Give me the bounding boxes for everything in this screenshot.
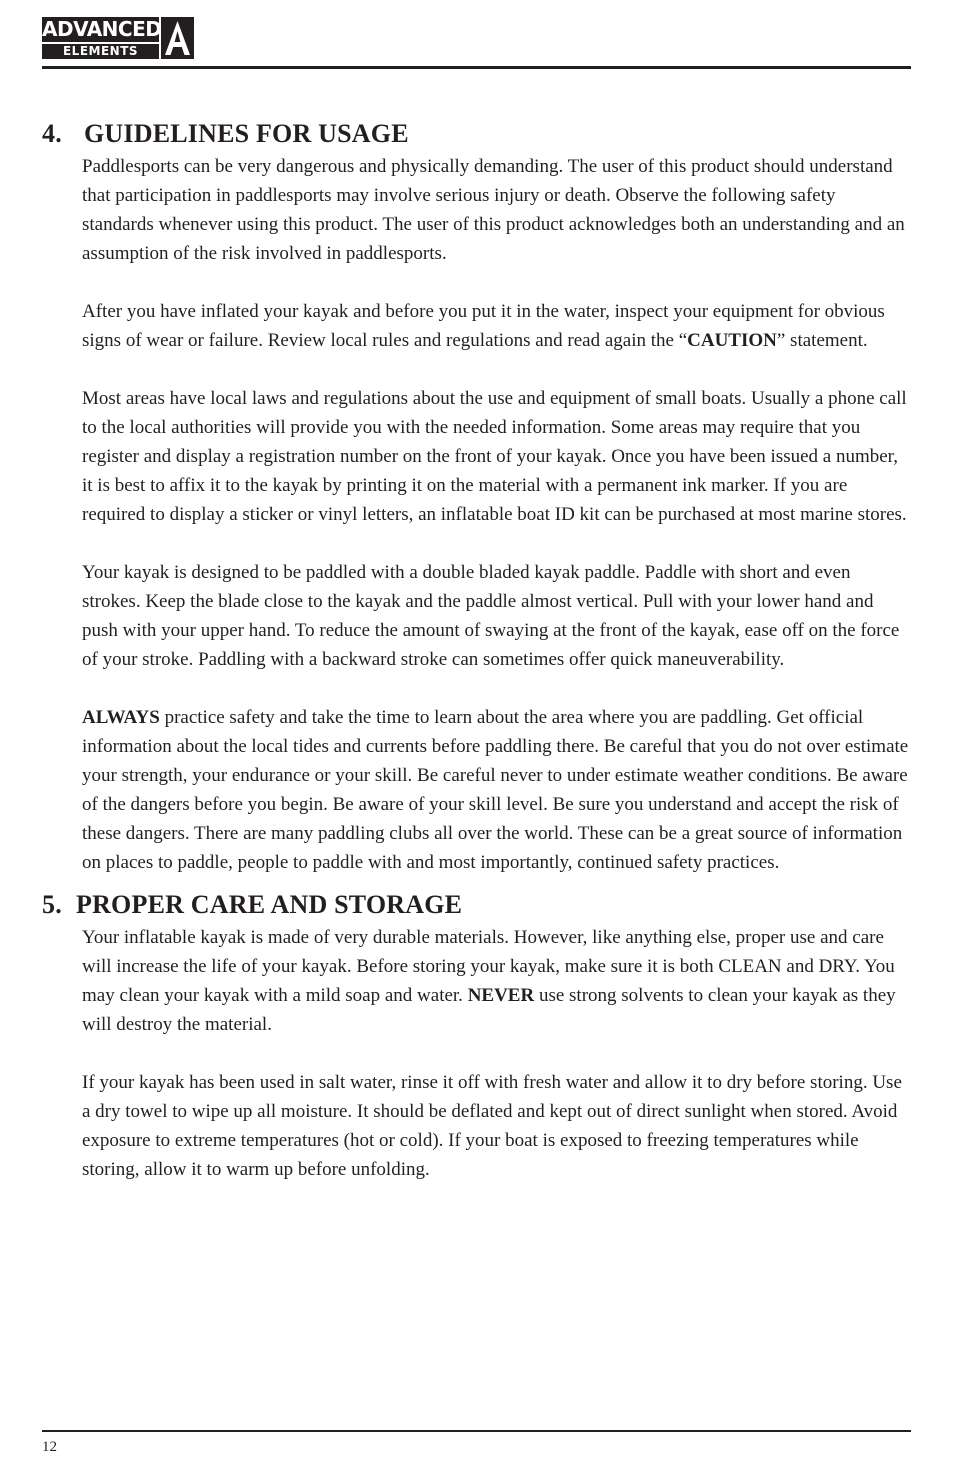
logo-line-2: ELEMENTS: [42, 44, 159, 59]
letter-a-mark-icon: [161, 17, 194, 59]
header-rule: [42, 66, 911, 69]
section-title: PROPER CARE AND STORAGE: [76, 890, 463, 919]
paragraph-inspect: [82, 297, 911, 355]
never-emphasis: NEVER: [467, 985, 535, 1006]
paragraph-storing: If your kayak has been used in salt water, rinse it off with fresh water and allow it to dry before storing. Use a dry towel to wipe up all moisture. It should be deflated and kept out of direct sunlight when stored. Avoid exposure to extreme temperatures (hot or cold). If your boat is exposed to freezing temperatures while storing, allow it to warm up before unfolding.: [82, 1072, 902, 1180]
section-body: [82, 152, 911, 877]
logo-line-1: ADVANCED: [42, 17, 162, 41]
text-run: ” statement.: [776, 330, 868, 351]
text-run: use strong solvents to clean your kayak as they will destroy the material.: [82, 985, 896, 1035]
brand-logo: [42, 17, 194, 59]
paragraph-regulations: Most areas have local laws and regulations about the use and equipment of small boats. Usually a phone call to the local authorities will provide you with the needed information. Some areas may require that you register and display a registration number on the front of your kayak. Once you have been issued a number, it is best to affix it to the kayak by printing it on the material with a permanent ink marker. If you are required to display a sticker or vinyl letters, an inflatable boat ID kit can be purchased at most marine stores.: [82, 388, 907, 525]
footer-rule: [42, 1430, 911, 1432]
section-title: GUIDELINES FOR USAGE: [84, 119, 409, 148]
section-heading-guidelines: [42, 116, 911, 152]
section-heading-care: [42, 887, 911, 923]
paragraph-danger: Paddlesports can be very dangerous and physically demanding. The user of this product should understand that participation in paddlesports may involve serious injury or death. Observe the following safety standards whenever using this product. The user of this product acknowledges both an understanding and an assumption of the risk involved in paddlesports.: [82, 156, 905, 264]
logo-wordmark: [42, 17, 162, 59]
section-care-storage: [42, 887, 911, 1184]
section-body: [82, 923, 911, 1184]
section-number: 4.: [42, 119, 62, 148]
paragraph-safety: [82, 703, 911, 877]
text-run: practice safety and take the time to learn about the area where you are paddling. Get official information about the local tides and currents before paddling there. Be careful that you do not over estimate your strength, your endurance or your skill. Be careful never to under estimate weather conditions. Be aware of the dangers before you begin. Be aware of your skill level. Be sure you understand and accept the risk of these dangers. There are many paddling clubs all over the world. These can be a great source of information on places to paddle, people to paddle with and most importantly, continued safety practices.: [82, 707, 909, 873]
paragraph-paddling: Your kayak is designed to be paddled with a double bladed kayak paddle. Paddle with short and even strokes. Keep the blade close to the kayak and the paddle almost vertical. Pull with your lower hand and push with your upper hand. To reduce the amount of swaying at the front of the kayak, ease off on the force of your stroke. Paddling with a backward stroke can sometimes offer quick maneuverability.: [82, 562, 900, 670]
page-content: [42, 116, 911, 1184]
section-guidelines: [42, 116, 911, 877]
page-number: 12: [42, 1439, 57, 1455]
caution-emphasis: CAUTION: [687, 330, 777, 351]
always-emphasis: ALWAYS: [82, 707, 160, 728]
paragraph-cleaning: [82, 923, 911, 1039]
text-run: Your inflatable kayak is made of very durable materials. However, like anything else, proper use and care will increase the life of your kayak. Before storing your kayak, make sure it is both CLEAN and DRY. You may clean your kayak with a mild soap and water.: [82, 927, 895, 1006]
section-number: 5.: [42, 890, 62, 919]
text-run: After you have inflated your kayak and before you put it in the water, inspect your equipment for obvious signs of wear or failure. Review local rules and regulations and read again the “: [82, 301, 885, 351]
